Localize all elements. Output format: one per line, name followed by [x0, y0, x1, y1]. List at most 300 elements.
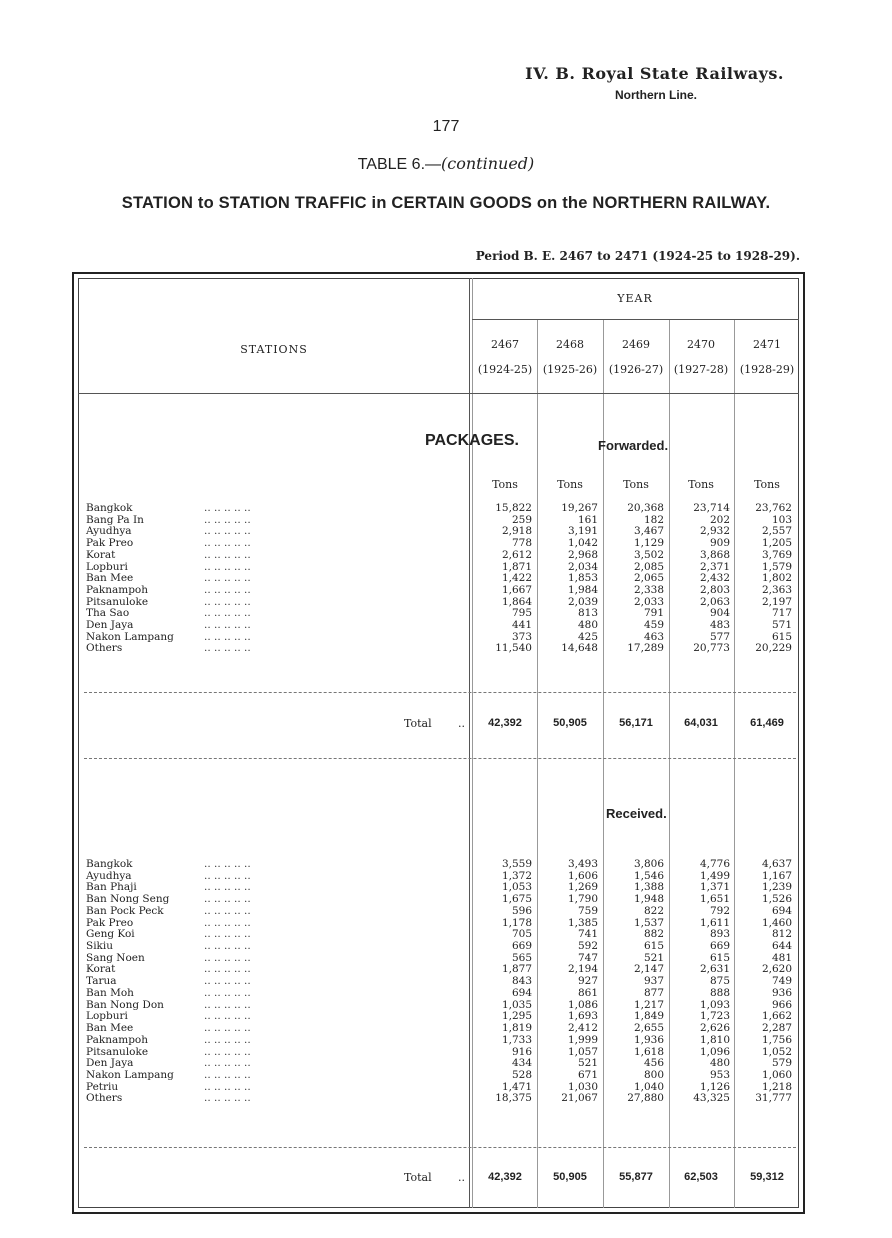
cell-value: 2,655	[633, 1022, 664, 1035]
cell-value: 441	[511, 619, 532, 631]
leader-dots: .. .. .. .. ..	[204, 607, 251, 620]
leader-dots: .. .. .. .. ..	[204, 1092, 251, 1105]
cell-value: 3,191	[567, 525, 598, 538]
cell-value: 875	[709, 975, 730, 988]
cell-value: 20,368	[627, 502, 664, 514]
cell-value: 483	[709, 619, 730, 631]
station-name: Ban Nong Don	[86, 998, 164, 1011]
leader-dots: .. .. .. .. ..	[204, 951, 251, 964]
cell-value: 1,040	[633, 1080, 664, 1093]
section-title: IV. B. Royal State Railways.	[525, 64, 784, 83]
leader-dots: ..	[458, 717, 465, 730]
cell-value: 791	[643, 607, 664, 620]
cell-value: 2,918	[501, 525, 532, 538]
cell-value: 18,375	[495, 1092, 532, 1105]
cell-value: 528	[511, 1068, 532, 1081]
station-name: Lopburi	[86, 560, 128, 573]
cell-value: 800	[643, 1068, 664, 1081]
total-value: 42,392	[488, 1171, 522, 1183]
leader-dots: .. .. .. .. ..	[204, 525, 251, 538]
cell-value: 2,039	[567, 595, 598, 608]
cell-value: 1,217	[633, 998, 664, 1011]
cell-value: 694	[511, 986, 532, 999]
cell-value: 1,579	[761, 560, 792, 573]
cell-value: 1,810	[699, 1033, 730, 1046]
cell-value: 20,229	[755, 642, 792, 655]
received-label: Received.	[606, 806, 667, 821]
station-name: Ban Nong Seng	[86, 893, 170, 906]
station-name: Pitsanuloke	[86, 1045, 149, 1058]
station-name: Bangkok	[86, 502, 133, 514]
cell-value: 2,412	[567, 1022, 598, 1035]
cell-value: 705	[511, 928, 532, 941]
cell-value: 813	[577, 607, 598, 620]
table-row	[86, 894, 794, 906]
total-label: Total	[404, 1171, 432, 1184]
station-name: Den Jaya	[86, 1057, 134, 1070]
table-row	[86, 882, 794, 894]
cell-value: 1,372	[501, 869, 532, 882]
station-name: Pitsanuloke	[86, 595, 149, 608]
leader-dots: .. .. .. .. ..	[204, 572, 251, 585]
cell-value: 17,289	[627, 642, 664, 655]
station-name: Pak Preo	[86, 916, 134, 929]
cell-value: 425	[577, 630, 598, 643]
cell-value: 2,033	[633, 595, 664, 608]
cell-value: 904	[709, 607, 730, 620]
table-row	[86, 988, 794, 1000]
cell-value: 1,606	[567, 869, 598, 882]
cell-value: 103	[771, 513, 792, 526]
cell-value: 4,776	[699, 858, 730, 870]
table-row	[86, 608, 794, 620]
cell-value: 1,611	[699, 916, 730, 929]
leader-dots: .. .. .. .. ..	[204, 1010, 251, 1023]
station-name: Bangkok	[86, 858, 133, 870]
cell-value: 1,371	[699, 881, 730, 894]
cell-value: 27,880	[627, 1092, 664, 1105]
cell-value: 1,693	[567, 1010, 598, 1023]
cell-value: 615	[643, 940, 664, 953]
cell-value: 795	[511, 607, 532, 620]
table-row	[86, 964, 794, 976]
cell-value: 1,819	[501, 1022, 532, 1035]
leader-dots: .. .. .. .. ..	[204, 537, 251, 550]
cell-value: 480	[577, 619, 598, 631]
cell-value: 953	[709, 1068, 730, 1081]
forwarded-label: Forwarded.	[598, 438, 669, 453]
cell-value: 2,147	[633, 963, 664, 976]
cell-value: 882	[643, 928, 664, 941]
station-name: Geng Koi	[86, 928, 135, 941]
cell-value: 893	[709, 928, 730, 941]
table-row	[86, 1047, 794, 1059]
cell-value: 936	[771, 986, 792, 999]
main-title: STATION to STATION TRAFFIC in CERTAIN GOODS on the NORTHERN RAILWAY.	[121, 194, 771, 212]
leader-dots: .. .. .. .. ..	[204, 595, 251, 608]
cell-value: 1,053	[501, 881, 532, 894]
leader-dots: .. .. .. .. ..	[204, 1057, 251, 1070]
line-name: Northern Line.	[614, 88, 697, 102]
station-name: Others	[86, 642, 123, 655]
leader-dots: .. .. .. .. ..	[204, 916, 251, 929]
table-row	[86, 526, 794, 538]
station-name: Ban Moh	[86, 986, 134, 999]
year-ad: (1928-29)	[739, 363, 795, 376]
cell-value: 759	[577, 904, 598, 917]
year-heading: YEAR	[617, 292, 653, 305]
station-name: Ban Phaji	[86, 881, 137, 894]
year-be: 2469	[622, 338, 650, 351]
cell-value: 2,287	[761, 1022, 792, 1035]
station-name: Korat	[86, 963, 116, 976]
leader-dots: .. .. .. .. ..	[204, 858, 251, 870]
cell-value: 19,267	[561, 502, 598, 514]
cell-value: 571	[771, 619, 792, 631]
cell-value: 2,631	[699, 963, 730, 976]
page-number: 177	[432, 118, 460, 135]
table-row	[86, 620, 794, 632]
leader-dots: .. .. .. .. ..	[204, 1068, 251, 1081]
cell-value: 521	[577, 1057, 598, 1070]
unit-label: Tons	[623, 478, 649, 491]
leader-dots: .. .. .. .. ..	[204, 630, 251, 643]
cell-value: 373	[511, 630, 532, 643]
leader-dots: .. .. .. .. ..	[204, 940, 251, 953]
leader-dots: .. .. .. .. ..	[204, 928, 251, 941]
received-total-rule	[84, 1147, 796, 1148]
total-value: 50,905	[553, 1171, 587, 1183]
cell-value: 1,385	[567, 916, 598, 929]
forwarded-total-rule	[84, 692, 796, 693]
cell-value: 2,968	[567, 548, 598, 561]
cell-value: 747	[577, 951, 598, 964]
cell-value: 694	[771, 904, 792, 917]
cell-value: 480	[709, 1057, 730, 1070]
total-value: 59,312	[750, 1171, 784, 1183]
cell-value: 1,948	[633, 893, 664, 906]
cell-value: 565	[511, 951, 532, 964]
leader-dots: .. .. .. .. ..	[204, 583, 251, 596]
station-name: Ban Mee	[86, 1022, 134, 1035]
cell-value: 1,060	[761, 1068, 792, 1081]
table-number-label: TABLE 6.—	[357, 156, 442, 173]
cell-value: 481	[771, 951, 792, 964]
table-row	[86, 1035, 794, 1047]
unit-label: Tons	[754, 478, 780, 491]
cell-value: 1,035	[501, 998, 532, 1011]
cell-value: 463	[643, 630, 664, 643]
cell-value: 43,325	[693, 1092, 730, 1105]
station-name: Ban Mee	[86, 572, 134, 585]
leader-dots: .. .. .. .. ..	[204, 893, 251, 906]
station-name: Pak Preo	[86, 537, 134, 550]
station-name: Sang Noen	[86, 951, 145, 964]
cell-value: 1,651	[699, 893, 730, 906]
table-row	[86, 562, 794, 574]
table-continued: (continued)	[441, 154, 535, 173]
cell-value: 888	[709, 986, 730, 999]
cell-value: 2,085	[633, 560, 664, 573]
cell-value: 23,762	[755, 502, 792, 514]
cell-value: 822	[643, 904, 664, 917]
year-be: 2471	[753, 338, 781, 351]
cell-value: 843	[511, 975, 532, 988]
cell-value: 459	[643, 619, 664, 631]
cell-value: 792	[709, 904, 730, 917]
table-row	[86, 632, 794, 644]
station-name: Nakon Lampang	[86, 630, 174, 643]
cell-value: 927	[577, 975, 598, 988]
cell-value: 2,803	[699, 583, 730, 596]
cell-value: 1,790	[567, 893, 598, 906]
cell-value: 669	[511, 940, 532, 953]
unit-label: Tons	[492, 478, 518, 491]
cell-value: 909	[709, 537, 730, 550]
cell-value: 15,822	[495, 502, 532, 514]
table-row	[86, 550, 794, 562]
cell-value: 1,057	[567, 1045, 598, 1058]
cell-value: 1,756	[761, 1033, 792, 1046]
leader-dots: .. .. .. .. ..	[204, 998, 251, 1011]
cell-value: 1,733	[501, 1033, 532, 1046]
table-row	[86, 1070, 794, 1082]
table-row	[86, 1000, 794, 1012]
table-row	[86, 503, 794, 515]
table-row	[86, 1082, 794, 1094]
total-value: 61,469	[750, 717, 784, 729]
cell-value: 1,126	[699, 1080, 730, 1093]
total-value: 56,171	[619, 717, 653, 729]
cell-value: 1,052	[761, 1045, 792, 1058]
cell-value: 11,540	[495, 642, 532, 655]
cell-value: 2,363	[761, 583, 792, 596]
cell-value: 669	[709, 940, 730, 953]
period-label: Period B. E. 2467 to 2471 (1924-25 to 1928-29).	[475, 249, 800, 263]
cell-value: 1,086	[567, 998, 598, 1011]
leader-dots: .. .. .. .. ..	[204, 1045, 251, 1058]
cell-value: 1,129	[633, 537, 664, 550]
station-name: Paknampoh	[86, 1033, 149, 1046]
cell-value: 1,802	[761, 572, 792, 585]
table-row	[86, 1058, 794, 1070]
station-name: Ayudhya	[86, 869, 132, 882]
section-divider-rule	[84, 758, 796, 759]
cell-value: 861	[577, 986, 598, 999]
leader-dots: .. .. .. .. ..	[204, 642, 251, 655]
cell-value: 1,864	[501, 595, 532, 608]
cell-value: 1,877	[501, 963, 532, 976]
leader-dots: .. .. .. .. ..	[204, 963, 251, 976]
cell-value: 2,063	[699, 595, 730, 608]
table-row	[86, 859, 794, 871]
table-row	[86, 538, 794, 550]
leader-dots: .. .. .. .. ..	[204, 881, 251, 894]
cell-value: 23,714	[693, 502, 730, 514]
year-ad: (1924-25)	[477, 363, 533, 376]
station-name: Sikiu	[86, 940, 114, 953]
station-name: Petriu	[86, 1080, 119, 1093]
table-row	[86, 597, 794, 609]
cell-value: 966	[771, 998, 792, 1011]
table-row	[86, 585, 794, 597]
cell-value: 3,806	[633, 858, 664, 870]
table-number	[0, 154, 892, 174]
cell-value: 1,849	[633, 1010, 664, 1023]
cell-value: 161	[577, 513, 598, 526]
total-label: Total	[404, 717, 432, 730]
station-name: Tha Sao	[86, 607, 130, 620]
year-be: 2470	[687, 338, 715, 351]
total-value: 50,905	[553, 717, 587, 729]
cell-value: 592	[577, 940, 598, 953]
cell-value: 3,559	[501, 858, 532, 870]
cell-value: 3,493	[567, 858, 598, 870]
cell-value: 1,984	[567, 583, 598, 596]
cell-value: 456	[643, 1057, 664, 1070]
cell-value: 1,205	[761, 537, 792, 550]
cell-value: 1,096	[699, 1045, 730, 1058]
leader-dots: .. .. .. .. ..	[204, 1033, 251, 1046]
leader-dots: .. .. .. .. ..	[204, 548, 251, 561]
table-row	[86, 929, 794, 941]
cell-value: 1,999	[567, 1033, 598, 1046]
station-name: Paknampoh	[86, 583, 149, 596]
station-name: Nakon Lampang	[86, 1068, 174, 1081]
cell-value: 749	[771, 975, 792, 988]
cell-value: 596	[511, 904, 532, 917]
year-be: 2467	[491, 338, 519, 351]
cell-value: 1,675	[501, 893, 532, 906]
total-value: 42,392	[488, 717, 522, 729]
cell-value: 877	[643, 986, 664, 999]
cell-value: 3,868	[699, 548, 730, 561]
cell-value: 521	[643, 951, 664, 964]
table-row	[86, 941, 794, 953]
cell-value: 1,239	[761, 881, 792, 894]
station-name: Ban Pock Peck	[86, 904, 164, 917]
table-row	[86, 918, 794, 930]
cell-value: 1,853	[567, 572, 598, 585]
cell-value: 2,932	[699, 525, 730, 538]
cell-value: 1,269	[567, 881, 598, 894]
year-be: 2468	[556, 338, 584, 351]
leader-dots: .. .. .. .. ..	[204, 1022, 251, 1035]
table-row	[86, 515, 794, 527]
table-row	[86, 871, 794, 883]
cell-value: 1,662	[761, 1010, 792, 1023]
cell-value: 2,034	[567, 560, 598, 573]
cell-value: 741	[577, 928, 598, 941]
leader-dots: .. .. .. .. ..	[204, 513, 251, 526]
cell-value: 1,723	[699, 1010, 730, 1023]
total-value: 55,877	[619, 1171, 653, 1183]
leader-dots: .. .. .. .. ..	[204, 1080, 251, 1093]
leader-dots: .. .. .. .. ..	[204, 869, 251, 882]
station-name: Others	[86, 1092, 123, 1105]
leader-dots: .. .. .. .. ..	[204, 975, 251, 988]
cell-value: 1,030	[567, 1080, 598, 1093]
cell-value: 31,777	[755, 1092, 792, 1105]
cell-value: 1,618	[633, 1045, 664, 1058]
table-row	[86, 953, 794, 965]
cell-value: 1,295	[501, 1010, 532, 1023]
cell-value: 1,093	[699, 998, 730, 1011]
cell-value: 259	[511, 513, 532, 526]
stations-heading: STATIONS	[240, 343, 308, 356]
cell-value: 1,388	[633, 881, 664, 894]
cell-value: 182	[643, 513, 664, 526]
cell-value: 644	[771, 940, 792, 953]
table-row	[86, 1011, 794, 1023]
cell-value: 1,546	[633, 869, 664, 882]
cell-value: 1,499	[699, 869, 730, 882]
leader-dots: .. .. .. .. ..	[204, 502, 251, 514]
cell-value: 778	[511, 537, 532, 550]
table-row	[86, 906, 794, 918]
year-ad: (1927-28)	[673, 363, 729, 376]
leader-dots: .. .. .. .. ..	[204, 986, 251, 999]
leader-dots: .. .. .. .. ..	[204, 904, 251, 917]
cell-value: 2,612	[501, 548, 532, 561]
station-name: Korat	[86, 548, 116, 561]
cell-value: 2,620	[761, 963, 792, 976]
cell-value: 1,526	[761, 893, 792, 906]
total-value: 62,503	[684, 1171, 718, 1183]
header-bottom-rule	[78, 393, 799, 394]
table-row	[86, 1093, 794, 1105]
station-name: Ayudhya	[86, 525, 132, 538]
cell-value: 1,042	[567, 537, 598, 550]
cell-value: 20,773	[693, 642, 730, 655]
table-row	[86, 976, 794, 988]
total-value: 64,031	[684, 717, 718, 729]
cell-value: 3,502	[633, 548, 664, 561]
cell-value: 2,065	[633, 572, 664, 585]
cell-value: 2,338	[633, 583, 664, 596]
cell-value: 937	[643, 975, 664, 988]
cell-value: 21,067	[561, 1092, 598, 1105]
cell-value: 4,637	[761, 858, 792, 870]
cell-value: 1,422	[501, 572, 532, 585]
cell-value: 1,178	[501, 916, 532, 929]
cell-value: 812	[771, 928, 792, 941]
cell-value: 615	[709, 951, 730, 964]
station-name: Den Jaya	[86, 619, 134, 631]
table-row	[86, 1023, 794, 1035]
cell-value: 14,648	[561, 642, 598, 655]
cell-value: 2,194	[567, 963, 598, 976]
cell-value: 579	[771, 1057, 792, 1070]
cell-value: 1,460	[761, 916, 792, 929]
cell-value: 717	[771, 607, 792, 620]
cell-value: 2,371	[699, 560, 730, 573]
cell-value: 2,626	[699, 1022, 730, 1035]
unit-label: Tons	[557, 478, 583, 491]
cell-value: 3,467	[633, 525, 664, 538]
cell-value: 3,769	[761, 548, 792, 561]
cell-value: 577	[709, 630, 730, 643]
year-header-rule	[472, 319, 799, 320]
cell-value: 1,218	[761, 1080, 792, 1093]
cell-value: 1,537	[633, 916, 664, 929]
leader-dots: .. .. .. .. ..	[204, 619, 251, 631]
leader-dots: ..	[458, 1171, 465, 1184]
leader-dots: .. .. .. .. ..	[204, 560, 251, 573]
cell-value: 615	[771, 630, 792, 643]
cell-value: 2,557	[761, 525, 792, 538]
station-name: Bang Pa In	[86, 513, 144, 526]
